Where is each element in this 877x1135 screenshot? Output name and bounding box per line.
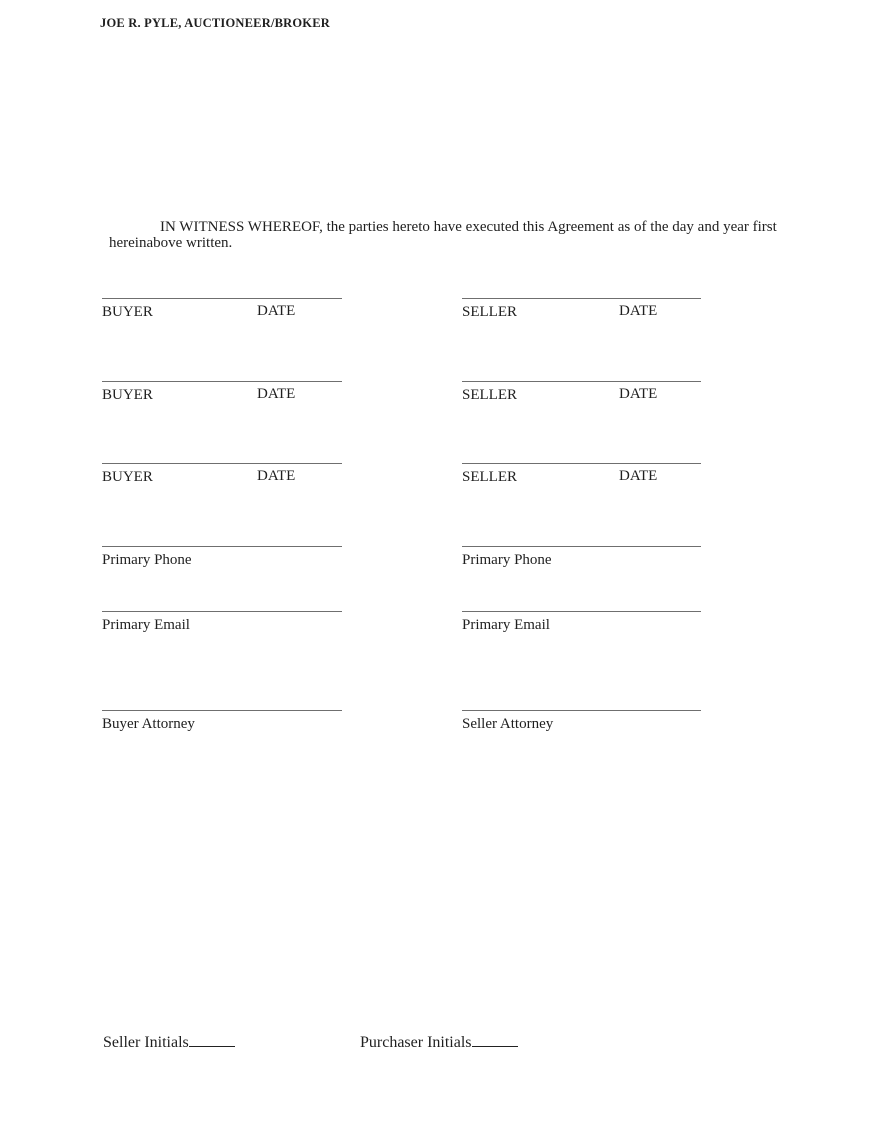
date-label: DATE	[257, 303, 296, 319]
seller-attorney-block	[462, 710, 701, 733]
seller-primary-phone-block	[462, 546, 701, 569]
seller-signature-block-1	[462, 298, 701, 321]
seller-label: SELLER	[462, 387, 517, 403]
purchaser-initials-blank[interactable]	[472, 1031, 518, 1047]
seller-signature-block-3	[462, 463, 701, 486]
buyer-primary-phone-block	[102, 546, 342, 569]
buyer-signature-block-1	[102, 298, 342, 321]
purchaser-initials-label: Purchaser Initials	[360, 1034, 472, 1051]
buyer-label: BUYER	[102, 304, 153, 320]
buyer-attorney-block	[102, 710, 342, 733]
buyer-signature-block-2	[102, 381, 342, 404]
buyer-label: BUYER	[102, 469, 153, 485]
seller-signature-block-2	[462, 381, 701, 404]
date-label: DATE	[619, 386, 658, 402]
buyer-attorney-label: Buyer Attorney	[102, 716, 195, 732]
buyer-signature-block-3	[102, 463, 342, 486]
date-label: DATE	[257, 386, 296, 402]
seller-primary-email-block	[462, 611, 701, 634]
seller-initials	[103, 1031, 235, 1052]
seller-label: SELLER	[462, 469, 517, 485]
date-label: DATE	[619, 303, 658, 319]
buyer-label: BUYER	[102, 387, 153, 403]
seller-initials-blank[interactable]	[189, 1031, 235, 1047]
witness-paragraph: IN WITNESS WHEREOF, the parties hereto have executed this Agreement as of the day and year first hereinabove written.	[109, 219, 777, 251]
date-label: DATE	[257, 468, 296, 484]
seller-attorney-label: Seller Attorney	[462, 716, 554, 732]
primary-email-label: Primary Email	[102, 617, 190, 633]
primary-email-label: Primary Email	[462, 617, 550, 633]
date-label: DATE	[619, 468, 658, 484]
purchaser-initials	[360, 1031, 518, 1052]
seller-label: SELLER	[462, 304, 517, 320]
primary-phone-label: Primary Phone	[462, 552, 552, 568]
broker-header: JOE R. PYLE, AUCTIONEER/BROKER	[100, 16, 330, 30]
primary-phone-label: Primary Phone	[102, 552, 192, 568]
buyer-primary-email-block	[102, 611, 342, 634]
seller-initials-label: Seller Initials	[103, 1034, 189, 1051]
